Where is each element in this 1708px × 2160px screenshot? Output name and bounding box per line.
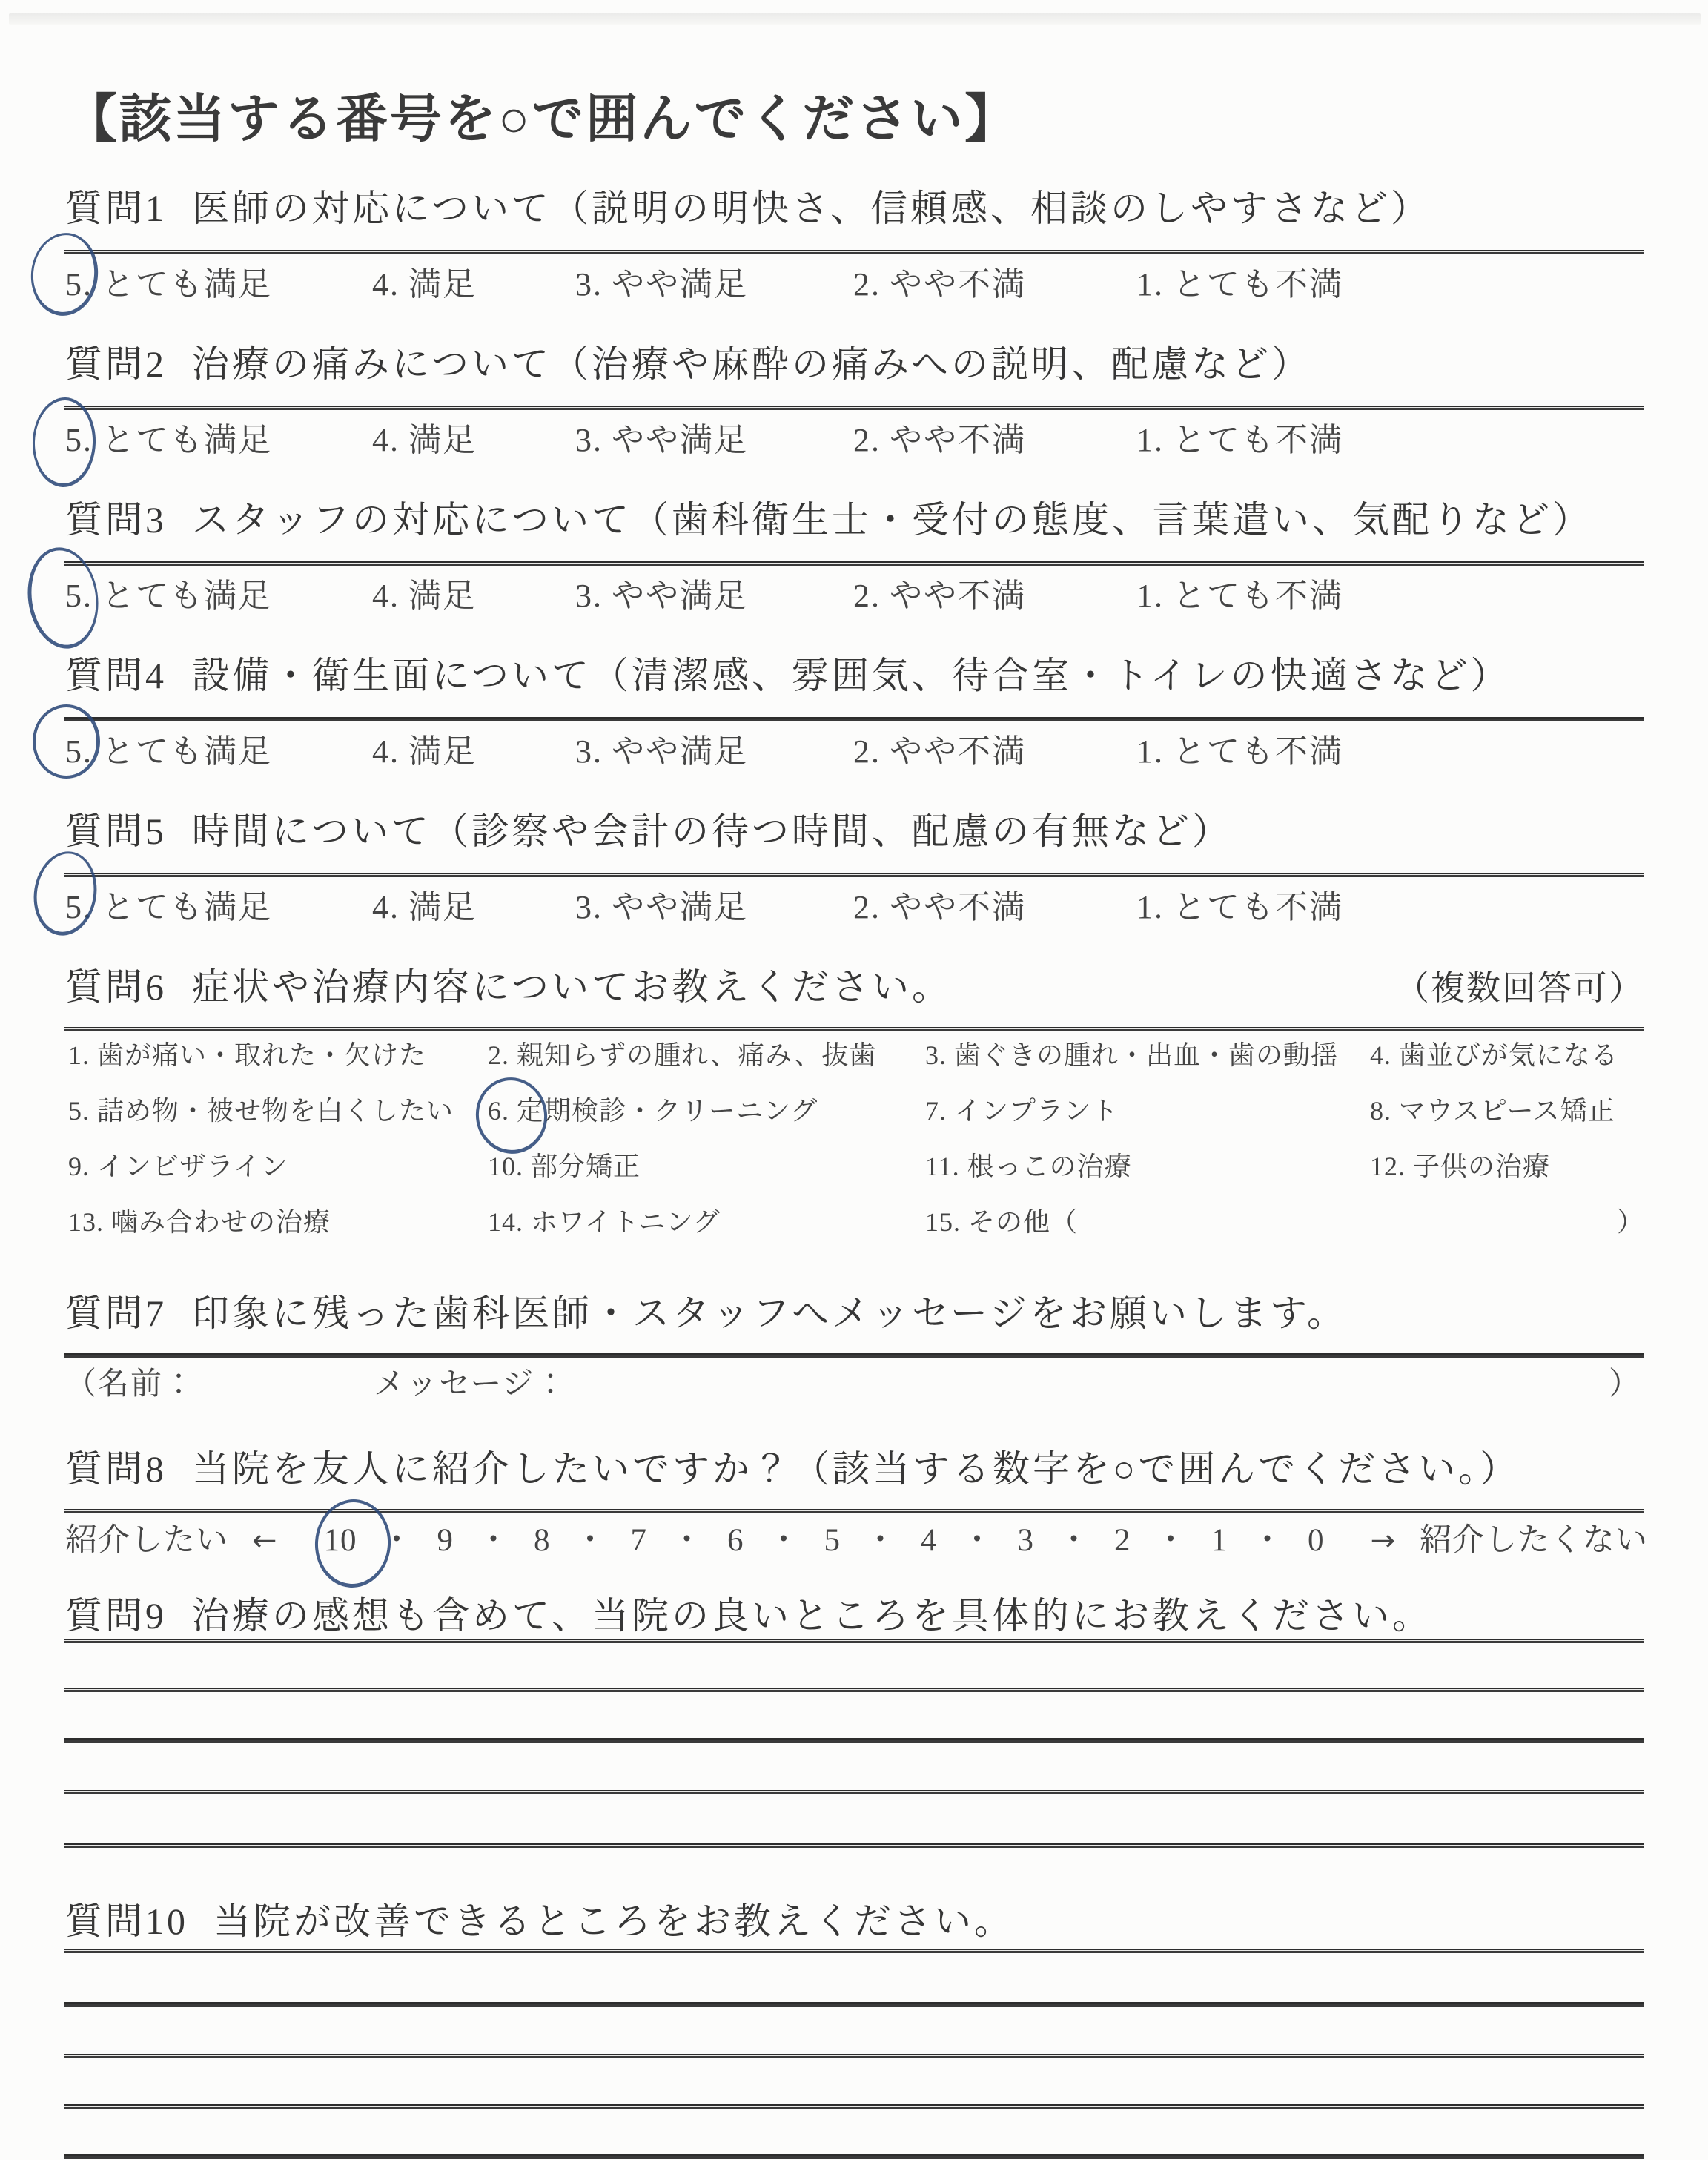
q9-answer-line-4	[64, 1843, 1644, 1848]
q2-options	[65, 420, 1644, 461]
q6-option-9: 9. インビザライン	[68, 1152, 288, 1181]
question-9	[65, 1593, 1644, 1639]
q5-option-5	[65, 887, 372, 928]
q3-heading	[65, 497, 1644, 543]
q2-label: 質問2	[65, 343, 167, 385]
q6-option-2: 2. 親知らずの腫れ、痛み、抜歯	[488, 1040, 877, 1070]
q4-option-5-label: とても満足	[102, 733, 272, 770]
q4-option-4: 4. 満足	[372, 733, 477, 770]
q10-separator	[64, 1949, 1644, 1953]
q2-separator	[64, 406, 1644, 410]
q8-dot: ・	[864, 1523, 898, 1558]
q8-number-0: 0	[1308, 1523, 1325, 1558]
q4-option-5	[65, 731, 372, 773]
q8-number-5: 5	[824, 1523, 841, 1558]
q5-option-3: 3. やや満足	[575, 889, 748, 925]
q1-option-2: 2. やや不満	[853, 266, 1026, 303]
q4-option-5-num: 5.	[65, 733, 93, 770]
question-1	[65, 185, 1644, 303]
q4-option-2: 2. やや不満	[853, 733, 1026, 770]
q10-answer-line-3	[64, 2104, 1644, 2109]
q8-dot: ・	[767, 1523, 801, 1558]
q6-option-6	[488, 1092, 925, 1148]
q5-option-2: 2. やや不満	[853, 889, 1026, 925]
question-8	[65, 1446, 1649, 1558]
q9-separator	[64, 1639, 1644, 1643]
q6-option-11: 11. 根っこの治療	[925, 1152, 1132, 1181]
q6-option-6-label: 定期検診・クリーニング	[517, 1096, 818, 1126]
q5-option-5-label: とても満足	[102, 889, 272, 925]
q8-number-4: 4	[921, 1523, 938, 1558]
q10-answer-line-2	[64, 2054, 1644, 2058]
q5-title-text: 時間について（診察や会計の待つ時間、配慮の有無など）	[192, 810, 1232, 852]
q6-option-10: 10. 部分矯正	[488, 1152, 641, 1181]
q3-option-1: 1. とても不満	[1136, 578, 1343, 614]
q7-close-paren: ）	[1608, 1367, 1641, 1401]
question-2	[65, 341, 1644, 458]
q5-option-5-num: 5.	[65, 889, 93, 925]
q2-option-2: 2. やや不満	[853, 422, 1026, 458]
q8-title-text: 当院を友人に紹介したいですか？（該当する数字を○で囲んでください。）	[192, 1448, 1520, 1490]
q4-option-1: 1. とても不満	[1136, 733, 1343, 770]
question-4	[65, 653, 1644, 770]
q6-option-14: 14. ホワイトニング	[488, 1207, 721, 1237]
q6-option-6-num: 6.	[488, 1096, 509, 1126]
q1-option-3: 3. やや満足	[575, 266, 748, 303]
q1-option-5-num: 5.	[65, 266, 93, 303]
q7-name-field-label: （名前：	[65, 1367, 196, 1401]
q6-option-4: 4. 歯並びが気になる	[1370, 1040, 1619, 1070]
q5-heading	[65, 808, 1644, 854]
q3-option-3: 3. やや満足	[575, 578, 748, 614]
q3-label: 質問3	[65, 499, 167, 541]
q6-option-3: 3. 歯ぐきの腫れ・出血・歯の動揺	[925, 1040, 1339, 1070]
q7-separator	[64, 1353, 1644, 1358]
q8-dot: ・	[1251, 1523, 1285, 1558]
q8-right-arrow-icon: →	[1370, 1524, 1397, 1558]
q2-option-1: 1. とても不満	[1136, 422, 1343, 458]
q3-title-text: スタッフの対応について（歯科衛生士・受付の態度、言葉遣い、気配りなど）	[192, 499, 1592, 541]
q8-dot: ・	[1154, 1523, 1188, 1558]
q9-answer-line-3	[64, 1790, 1644, 1794]
q8-left-arrow-icon: ←	[252, 1524, 278, 1558]
q8-dot: ・	[380, 1523, 414, 1558]
q2-title-text: 治療の痛みについて（治療や麻酔の痛みへの説明、配慮など）	[192, 343, 1311, 385]
q7-label: 質問7	[65, 1292, 167, 1334]
q10-label: 質問10	[65, 1900, 188, 1942]
q6-other-close-paren: ）	[1616, 1207, 1644, 1237]
q6-options-grid	[68, 1037, 1644, 1259]
q1-option-4: 4. 満足	[372, 266, 477, 303]
q7-answer-row	[65, 1364, 1641, 1404]
q8-label: 質問8	[65, 1448, 167, 1490]
q1-option-5	[65, 264, 372, 305]
q8-dot: ・	[671, 1523, 704, 1558]
q3-option-5-num: 5.	[65, 578, 93, 614]
q4-heading	[65, 653, 1644, 698]
q6-option-7: 7. インプラント	[925, 1096, 1119, 1126]
q3-option-2: 2. やや不満	[853, 578, 1026, 614]
q8-number-1: 1	[1211, 1523, 1228, 1558]
q1-separator	[64, 250, 1644, 254]
q6-option-15: 15. その他（ ）	[925, 1203, 1644, 1259]
q6-title-text: 症状や治療内容についてお教えください。	[192, 966, 952, 1008]
q4-option-3: 3. やや満足	[575, 733, 748, 770]
q3-option-5	[65, 575, 372, 617]
q8-number-7: 7	[630, 1523, 648, 1558]
question-6	[65, 964, 1644, 1275]
q8-number-8: 8	[534, 1523, 551, 1558]
q8-number-10: 10	[323, 1523, 357, 1558]
q4-options	[65, 731, 1644, 773]
q9-label: 質問9	[65, 1595, 167, 1636]
q8-number-9: 9	[437, 1523, 454, 1558]
q6-option-8: 8. マウスピース矯正	[1370, 1096, 1615, 1126]
q7-message-field-label: メッセージ：	[374, 1367, 568, 1401]
q2-heading	[65, 341, 1644, 387]
q10-answer-line-1	[64, 2002, 1644, 2007]
page-title: 【該当する番号を○で囲んでください】	[65, 91, 1019, 148]
q3-option-4: 4. 満足	[372, 578, 477, 614]
q1-heading	[65, 185, 1644, 231]
q2-option-5-num: 5.	[65, 422, 93, 458]
q8-left-label: 紹介したい	[65, 1523, 228, 1558]
q5-label: 質問5	[65, 810, 167, 852]
q8-number-3: 3	[1017, 1523, 1035, 1558]
q3-option-5-label: とても満足	[102, 578, 272, 614]
q10-answer-line-4	[64, 2154, 1644, 2159]
q1-label: 質問1	[65, 188, 167, 229]
q5-separator	[64, 873, 1644, 877]
q6-heading	[65, 964, 1644, 1011]
question-3	[65, 497, 1644, 614]
q1-title-text: 医師の対応について（説明の明快さ、信頼感、相談のしやすさなど）	[192, 188, 1431, 229]
q6-option-12: 12. 子供の治療	[1370, 1152, 1551, 1181]
q6-multi-answer-note: （複数回答可）	[1395, 969, 1644, 1007]
q3-options	[65, 575, 1644, 617]
q9-heading	[65, 1593, 1644, 1639]
q4-label: 質問4	[65, 655, 167, 696]
q1-options	[65, 264, 1644, 305]
q6-label: 質問6	[65, 966, 167, 1008]
question-5	[65, 808, 1644, 925]
q8-dot: ・	[961, 1523, 994, 1558]
q10-heading	[65, 1898, 1644, 1944]
q8-nps-scale	[65, 1520, 1649, 1562]
q4-separator	[64, 717, 1644, 721]
q10-title-text: 当院が改善できるところをお教えください。	[214, 1900, 1014, 1942]
q2-option-5	[65, 420, 372, 461]
q9-title-text: 治療の感想も含めて、当院の良いところを具体的にお教えください。	[192, 1595, 1432, 1636]
q4-title-text: 設備・衛生面について（清潔感、雰囲気、待合室・トイレの快適さなど）	[192, 655, 1511, 696]
scan-edge-artifact	[9, 13, 1701, 25]
q1-option-1: 1. とても不満	[1136, 266, 1343, 303]
q8-dot: ・	[574, 1523, 607, 1558]
q8-heading	[65, 1446, 1644, 1492]
q8-number-2: 2	[1114, 1523, 1131, 1558]
q5-options	[65, 887, 1644, 928]
q5-option-1: 1. とても不満	[1136, 889, 1343, 925]
q5-option-4: 4. 満足	[372, 889, 477, 925]
q7-title-text: 印象に残った歯科医師・スタッフへメッセージをお願いします。	[192, 1292, 1347, 1334]
question-10	[65, 1898, 1644, 1944]
q6-separator	[64, 1027, 1644, 1031]
q3-separator	[64, 561, 1644, 566]
q8-right-label: 紹介したくない	[1420, 1523, 1649, 1558]
q6-option-5: 5. 詰め物・被せ物を白くしたい	[68, 1096, 454, 1126]
q6-option-13: 13. 噛み合わせの治療	[68, 1207, 331, 1237]
q7-heading	[65, 1290, 1644, 1336]
question-7	[65, 1290, 1644, 1401]
q6-option-1: 1. 歯が痛い・取れた・欠けた	[68, 1040, 427, 1070]
q8-number-6: 6	[727, 1523, 744, 1558]
q8-separator	[64, 1509, 1644, 1513]
q8-dot: ・	[1058, 1523, 1091, 1558]
q9-answer-line-1	[64, 1688, 1644, 1692]
q2-option-4: 4. 満足	[372, 422, 477, 458]
q2-option-5-label: とても満足	[102, 422, 272, 458]
q9-answer-line-2	[64, 1738, 1644, 1743]
q8-dot: ・	[477, 1523, 511, 1558]
q1-option-5-label: とても満足	[102, 266, 272, 303]
q2-option-3: 3. やや満足	[575, 422, 748, 458]
